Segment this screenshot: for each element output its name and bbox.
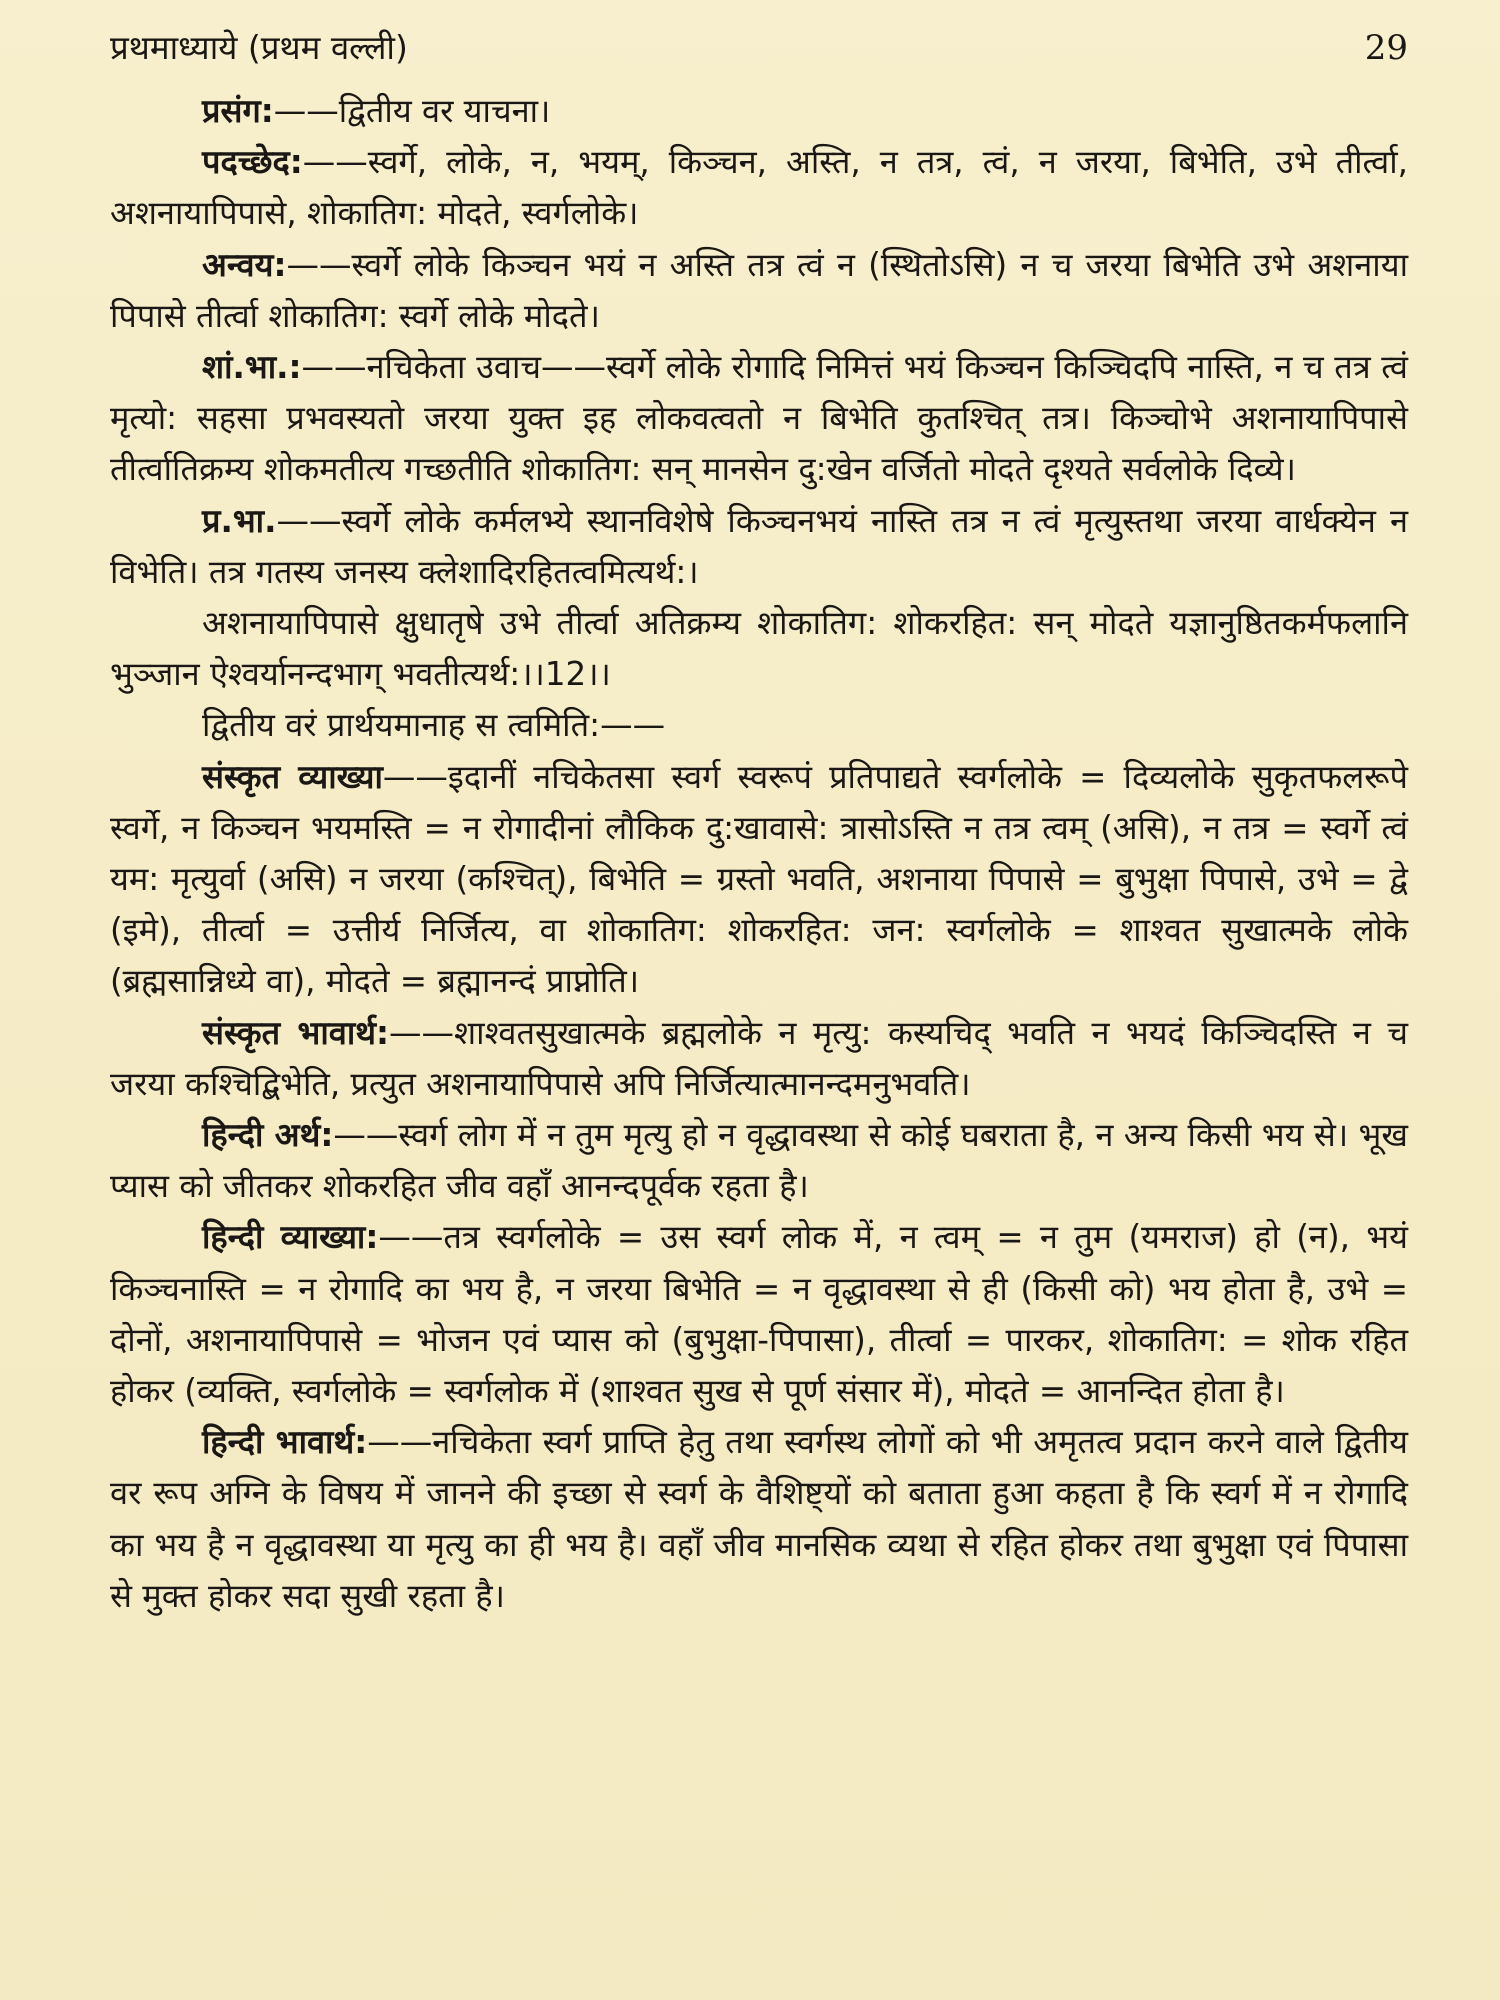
paragraph-text: ——नचिकेता उवाच——स्वर्गे लोके रोगादि निमित्तं भयं किञ्चन किञ्चिदपि नास्ति, न च तत्र त्वं मृत्यो: सहसा प्रभवस्यतो जरया युक्त इह लोकवत्वतो न बिभेति कुतश्चित् तत्र। किञ्चोभे अशनायापिपासे तीर्त्वातिक्रम्य शोकमतीत्य गच्छतीति शोकातिग: सन् मानसेन दु:खेन वर्जितो मोदते दृश्यते सर्वलोके दिव्ये।: [110, 348, 1408, 489]
paragraph-text: द्वितीय वरं प्रार्थयमानाह स त्वमिति:——: [202, 706, 666, 745]
paragraph-text: ——स्वर्गे लोके किञ्चन भयं न अस्ति तत्र त्वं न (स्थितोऽसि) न च जरया बिभेति उभे अशनाया पिपासे तीर्त्वा शोकातिग: स्वर्गे लोके मोदते।: [110, 245, 1408, 335]
paragraph-intro: [110, 700, 1408, 751]
section-label: हिन्दी भावार्थ:: [202, 1423, 368, 1462]
section-label: प्र.भा.: [202, 501, 277, 540]
paragraph-pra-bha: [110, 496, 1408, 598]
paragraph-shankar-bhashya: [110, 342, 1408, 496]
paragraph-hindi-bhavarth: [110, 1417, 1408, 1622]
paragraph-text: ——इदानीं नचिकेतसा स्वर्ग स्वरूपं प्रतिपाद्यते स्वर्गलोके = दिव्यलोके सुकृतफलरूपे स्वर्गे, न किञ्चन भयमस्ति = न रोगादीनां लौकिक दु:खावासे: त्रासोऽस्ति न तत्र त्वम् (असि), न तत्र = स्वर्गे त्वं यम: मृत्युर्वा (असि) न जरया (कश्चित्), बिभेति = ग्रस्तो भवति, अशनाया पिपासे = बुभुक्षा पिपासे, उभे = द्वे (इमे), तीर्त्वा = उत्तीर्य निर्जित्य, वा शोकातिग: शोकरहित: जन: स्वर्गलोके = शाश्वत सुखात्मके लोके (ब्रह्मसान्निध्ये वा), मोदते = ब्रह्मानन्दं प्राप्नोति।: [110, 757, 1409, 1001]
paragraph-anvay: [110, 240, 1408, 342]
page-number: 29: [1364, 28, 1408, 68]
paragraph-prasang: [110, 86, 1408, 137]
paragraph-text: ——नचिकेता स्वर्ग प्राप्ति हेतु तथा स्वर्गस्थ लोगों को भी अमृतत्व प्रदान करने वाले द्वितीय वर रूप अग्नि के विषय में जानने की इच्छा से स्वर्ग के वैशिष्ट्यों को बताता हुआ कहता है कि स्वर्ग में न रोगादि का भय है न वृद्धावस्था या मृत्यु का ही भय है। वहाँ जीव मानसिक व्यथा से रहित होकर तथा बुभुक्षा एवं पिपासा से मुक्त होकर सदा सुखी रहता है।: [110, 1423, 1408, 1615]
paragraph-text: अशनायापिपासे क्षुधातृषे उभे तीर्त्वा अतिक्रम्य शोकातिग: शोकरहित: सन् मोदते यज्ञानुष्ठितकर्मफलानि भुञ्जान ऐश्वर्यानन्दभाग् भवतीत्यर्थ:।।12।।: [110, 604, 1408, 694]
paragraph-sanskrit-bhavarth: [110, 1008, 1408, 1110]
section-label: पदच्छेद:: [202, 143, 303, 182]
section-label: संस्कृत व्याख्या: [202, 757, 383, 796]
paragraph-hindi-arth: [110, 1110, 1408, 1212]
paragraph-padachchhed: [110, 137, 1408, 239]
paragraph-text: ——द्वितीय वर याचना।: [273, 92, 551, 130]
running-header: [110, 18, 1408, 78]
chapter-title: प्रथमाध्याये (प्रथम वल्ली): [110, 28, 408, 67]
section-label: प्रसंग:: [202, 92, 274, 130]
section-label: संस्कृत भावार्थ:: [202, 1013, 390, 1052]
page-content: [110, 86, 1408, 1622]
paragraph-text: ——स्वर्गे, लोके, न, भयम्, किञ्चन, अस्ति, न तत्र, त्वं, न जरया, बिभेति, उभे तीर्त्वा, अशनायापिपासे, शोकातिग: मोदते, स्वर्गलोके।: [110, 143, 1408, 233]
section-label: हिन्दी अर्थ:: [202, 1116, 334, 1155]
paragraph-sanskrit-vyakhya: [110, 752, 1408, 1008]
paragraph-text: ——स्वर्गे लोके कर्मलभ्ये स्थानविशेषे किञ्चनभयं नास्ति तत्र न त्वं मृत्युस्तथा जरया वार्धक्येन न विभेति। तत्र गतस्य जनस्य क्लेशादिरहितत्वमित्यर्थ:।: [110, 501, 1408, 591]
section-label: हिन्दी व्याख्या:: [202, 1218, 379, 1257]
paragraph-text: ——तत्र स्वर्गलोके = उस स्वर्ग लोक में, न त्वम् = न तुम (यमराज) हो (न), भयं किञ्चनास्ति = न रोगादि का भय है, न जरया बिभेति = न वृद्धावस्था से ही (किसी को) भय होता है, उभे = दोनों, अशनायापिपासे = भोजन एवं प्यास को (बुभुक्षा-पिपासा), तीर्त्वा = पारकर, शोकातिग: = शोक रहित होकर (व्यक्ति, स्वर्गलोके = स्वर्गलोक में (शाश्वत सुख से पूर्ण संसार में), मोदते = आनन्दित होता है।: [110, 1218, 1408, 1411]
section-label: शां.भा.:: [202, 348, 302, 387]
section-label: अन्वय:: [202, 245, 287, 284]
paragraph-text: ——शाश्वतसुखात्मके ब्रह्मलोके न मृत्यु: कस्यचिद् भवति न भयदं किञ्चिदस्ति न च जरया कश्चिद्बिभेति, प्रत्युत अशनायापिपासे अपि निर्जित्यात्मानन्दमनुभवति।: [110, 1013, 1408, 1103]
paragraph-pra-bha-continued: [110, 598, 1408, 700]
paragraph-text: ——स्वर्ग लोग में न तुम मृत्यु हो न वृद्धावस्था से कोई घबराता है, न अन्य किसी भय से। भूख प्यास को जीतकर शोकरहित जीव वहाँ आनन्दपूर्वक रहता है।: [110, 1116, 1408, 1206]
paragraph-hindi-vyakhya: [110, 1212, 1408, 1417]
